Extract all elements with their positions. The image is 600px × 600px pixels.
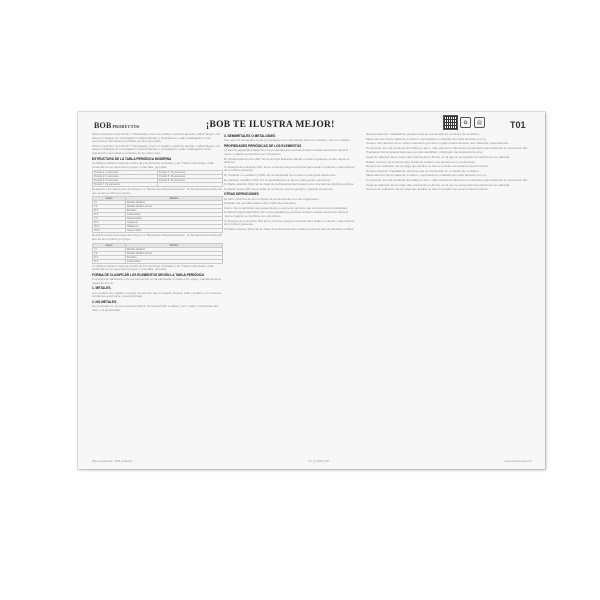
filler-text: Capa de Valencia: Es la capa más externa de un átomo, en la que se encuentran los electrones de valencia. bbox=[366, 182, 511, 187]
name-cell: Metales alcalinos bbox=[125, 201, 222, 205]
def-numero-atomico-text: Número atómico: Cantidad de protones que se encuentran en el núcleo de un átomo. bbox=[366, 133, 480, 136]
intro-text-2: Tanto el químico ruso Dmitri I. Mendeléiev, como el médico y químico alemán, Lothar Meyer, con base en trabajos de investigación independientes y simultáneos, están catalogados como precursores del sistema periódico de los elementos. bbox=[92, 143, 221, 155]
grupos-text-2: Respecto a los elementos del Grupo A o "Elementos Representativos", es fundamental mencionar que se les nombra por grupo. bbox=[92, 233, 223, 241]
table-row bbox=[93, 259, 223, 263]
nometales-text: Se presentan en los tres estados físicos. No tienen brillo metálico y son malos conductores del calor y la electricidad. bbox=[92, 304, 218, 312]
semimetales-text: Son seis los elementos cuyas propiedades son intermedias entre los metales y los no metales. bbox=[224, 138, 350, 143]
heading-propiedades: PROPIEDADES PERIÓDICAS DE LOS ELEMENTOS bbox=[224, 143, 302, 148]
forma-text: Una primera clasificación de los elementos se ha efectuado en base a su origen, quedando de la siguiente forma: bbox=[92, 277, 221, 285]
group-cell: VI A bbox=[93, 221, 126, 225]
heading-estructura: ESTRUCTURA DE LA TABLA PERIÓDICA MODERNA bbox=[92, 156, 172, 161]
groups-table bbox=[92, 196, 223, 233]
period-cell bbox=[158, 183, 223, 187]
page-title: ¡BOB TE ILUSTRA MEJOR! bbox=[206, 120, 335, 130]
filler-text: C) Energía de ionización (EI): Es la mínima energía requerida para quitar un electrón más externo de un átomo gaseoso. bbox=[224, 218, 355, 227]
footer-mid: Tel: (1) 2565 0700 bbox=[307, 460, 329, 463]
def-nombre-text: Nombre: Muchos de los nombres de los elementos son de origen latino. bbox=[224, 196, 320, 201]
group-cell: VIII A bbox=[93, 229, 126, 233]
prop-ri-text: G) Radio iónico (RI): Es el radio de un átomo que ha ganado o perdido electrones. bbox=[224, 186, 334, 191]
qr-code-icon bbox=[444, 116, 457, 129]
table-row bbox=[93, 183, 223, 187]
group-header: Grupo bbox=[93, 243, 126, 247]
heading-otras: OTRAS DEFINICIONES bbox=[224, 192, 259, 197]
prop-en-text: A) Electronegatividad (EN): Es una propiedad que permite al átomo atraer electrones hacia sí mismo cuando se combina con otro átomo. bbox=[224, 148, 349, 156]
group-cell: VII A bbox=[93, 225, 126, 229]
period-cell: Periodo 1: 2 elementos bbox=[93, 171, 158, 175]
poster-footer bbox=[92, 460, 532, 463]
period-cell: Periodo 6: 32 elementos bbox=[158, 179, 223, 183]
recycle-icon: ♻ bbox=[460, 117, 471, 128]
group-cell: IV A bbox=[93, 259, 126, 263]
prop-ae-text: B) Afinidad electrónica (AE): Es la energía liberada cuando un átomo gaseoso neutro capta un electrón. bbox=[224, 156, 350, 165]
heading-nometales: 2. NO METALES bbox=[92, 299, 117, 304]
heading-forma: FORMA DE CLASIFICAR LOS ELEMENTOS SEGÚN LA TABLA PERIÓDICA bbox=[92, 272, 205, 277]
def-propiedad-text: Propiedad: Es la característica que permite identificar y distinguir una sustancia de otra. bbox=[366, 150, 483, 155]
prop-ra-text: F) Radio atómico (RA): Es la mitad de la distancia internuclear entre dos átomos idénticos unidos. bbox=[224, 182, 355, 187]
name-cell: Metales alcalinos bbox=[125, 247, 222, 251]
name-cell: Nitrogenoides bbox=[125, 217, 222, 221]
name-header: Nombre bbox=[125, 197, 222, 201]
document-icon: ▤ bbox=[474, 117, 485, 128]
group-cell: IV A bbox=[93, 213, 126, 217]
name-cell: Metales alcalino-térreos bbox=[125, 205, 222, 209]
def-capa-valencia-text: Capa de Valencia: Es la capa más externa de un átomo, en la que se encuentran los electrones de valencia. bbox=[366, 154, 511, 159]
group-cell: III A bbox=[93, 209, 126, 213]
brand-logo bbox=[94, 121, 139, 130]
name-header: Nombre bbox=[125, 243, 222, 247]
filler-text: Número de oxidación: Es la carga que tendría un átomo si todos sus enlaces fueran iónicos. bbox=[366, 187, 489, 192]
prop-cnm-text: D) Carácter no metálico (CNM): Es la capacidad de un átomo para ganar electrones. bbox=[224, 172, 337, 177]
filler-text: Número atómico: Cantidad de protones que se encuentran en el núcleo de un átomo. bbox=[366, 168, 480, 173]
column-2 bbox=[224, 133, 355, 458]
name-cell: Carbonoides bbox=[125, 259, 222, 263]
def-oxidacion-text: Número de oxidación: Es la carga que tendría un átomo si todos sus enlaces fueran iónicos. bbox=[366, 164, 489, 169]
group-cell: III A bbox=[93, 255, 126, 259]
filler-text: F) Radio atómico (RA): Es la mitad de la distancia internuclear entre dos átomos idénticos unidos. bbox=[224, 226, 355, 231]
periods-table bbox=[92, 170, 223, 187]
metales-text: Los metales son sólidos, excepto el mercurio que es líquido. Poseen brillo metálico y son buenos conductores del calor y la electricidad. bbox=[92, 290, 222, 299]
header-icons bbox=[444, 116, 485, 129]
period-cell: Periodo 5: 18 elementos bbox=[158, 175, 223, 179]
def-atomo-text: Átomo: Es la partícula más pequeña de un elemento químico que conserva sus propiedades. bbox=[224, 205, 348, 210]
group-header: Grupo bbox=[93, 197, 126, 201]
def-compuesto-text: Compuesto: Es una sustancia formada por dos o más elementos diferentes combinados químicamente en proporción fija. bbox=[366, 145, 528, 150]
def-masa-atomica-text: Masa atómica: Es la masa de un átomo, expresada en unidades de masa atómica (u.m.a.). bbox=[366, 136, 488, 141]
name-cell: Boroides bbox=[125, 255, 222, 259]
period-cell: Periodo 2: 8 elementos bbox=[93, 175, 158, 179]
filler-text: Compuesto: Es una sustancia formada por dos o más elementos diferentes combinados químicamente en proporción fija. bbox=[366, 177, 528, 182]
product-code: T01 bbox=[510, 120, 526, 130]
group-cell: II A bbox=[93, 205, 126, 209]
column-1 bbox=[92, 133, 223, 458]
footer-left: Marca Registrada · BOB productos bbox=[92, 460, 133, 463]
name-cell: Anfígenos bbox=[125, 221, 222, 225]
heading-semimetales: 3. SEMIMETALES O METALOIDES bbox=[224, 134, 276, 138]
footer-right: www.bobproductos.com bbox=[504, 460, 532, 463]
def-simbolo-text: Símbolo: Es una abreviatura del nombre del elemento. bbox=[224, 201, 297, 206]
period-cell: Periodo 7: 32 elementos bbox=[93, 183, 158, 187]
def-isotopo-text: Isótopo: Son átomos de un mismo elemento que tienen igual número atómico pero diferente masa atómica. bbox=[366, 141, 509, 146]
intro-text: Tanto el químico ruso Dmitri I. Mendeléiev, como el médico y químico alemán, Lothar Meyer, con base en trabajos de investigación independientes y simultáneos, están catalogados como precursores del sistema periódico de los elementos. bbox=[92, 133, 221, 144]
filler-text: Masa atómica: Es la masa de un átomo, expresada en unidades de masa atómica (u.m.a.). bbox=[366, 173, 488, 178]
group-cell: V A bbox=[93, 217, 126, 221]
brand-name: BOB bbox=[94, 121, 112, 130]
name-cell: Boroides bbox=[125, 209, 222, 213]
name-cell: Gases nobles bbox=[125, 229, 222, 233]
brand-suffix: PRODUCTOS bbox=[112, 124, 140, 129]
grupos-text-3: La tabla periódica moderna consta de 18 columnas verticales y de 7 filas horizontales. A las columnas se les denomina grupos y a las filas, períodos. bbox=[92, 263, 214, 272]
name-cell: Carbonoides bbox=[125, 213, 222, 217]
grupos-intro-text: Respecto a los elementos del Grupo A o "Elementos Representativos", es fundamental mencionar que se les nombra por grupo. bbox=[92, 187, 223, 195]
name-cell: Halógenos bbox=[125, 225, 222, 229]
estructura-text: La tabla periódica moderna consta de 18 columnas verticales y de 7 filas horizontales. A las columnas se les denomina grupos y a las filas, períodos. bbox=[92, 160, 214, 169]
group-cell: I A bbox=[93, 201, 126, 205]
column-3 bbox=[366, 133, 533, 458]
period-cell: Periodo 3: 8 elementos bbox=[93, 179, 158, 183]
heading-metales: 1. METALES bbox=[92, 286, 111, 291]
groups-table-b bbox=[92, 243, 223, 264]
prop-cm-text: E) Carácter metálico (CM): Es la capacidad de un átomo para perder electrones. bbox=[224, 177, 332, 182]
prop-ei-text: C) Energía de ionización (EI): Es la mínima energía requerida para quitar un electrón más externo de un átomo gaseoso. bbox=[224, 164, 355, 173]
def-enlace-text: Enlace químico: Es la fuerza que mantiene unidos a los átomos en un compuesto. bbox=[366, 159, 476, 164]
group-cell: II A bbox=[93, 251, 126, 255]
period-cell: Periodo 4: 18 elementos bbox=[158, 171, 223, 175]
name-cell: Metales alcalino-térreos bbox=[125, 251, 222, 255]
table-row bbox=[93, 229, 223, 233]
filler-text: A) Electronegatividad (EN): Es una propiedad que permite al átomo atraer electrones hacia sí mismo cuando se combina con otro átomo. bbox=[224, 210, 349, 219]
group-cell: I A bbox=[93, 247, 126, 251]
